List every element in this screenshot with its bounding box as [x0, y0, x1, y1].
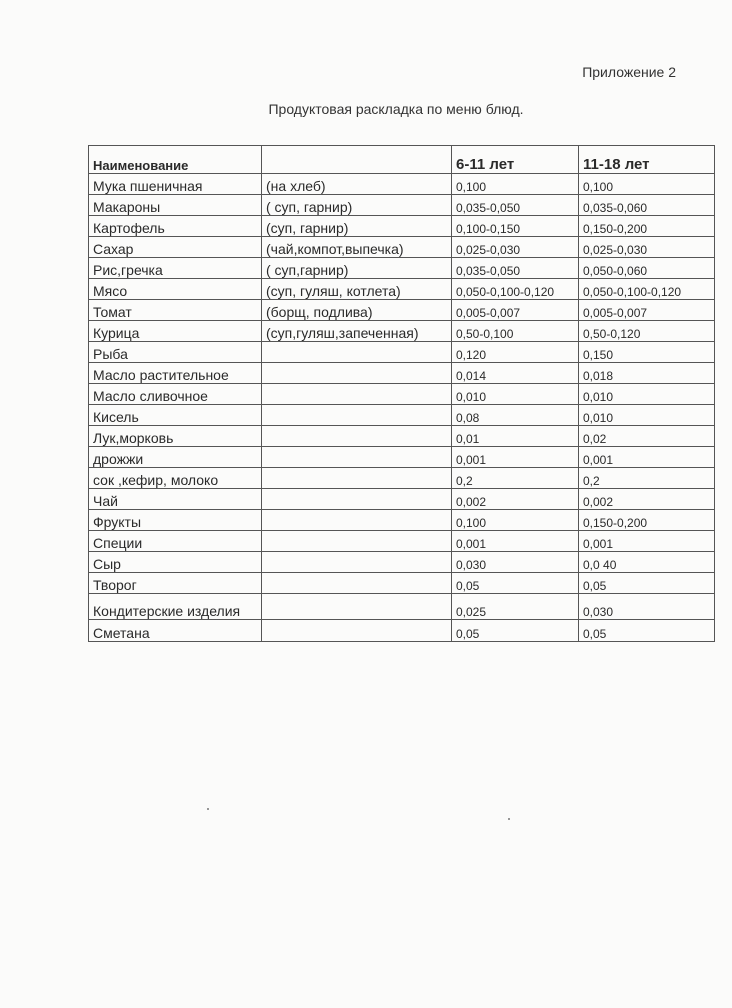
age-6-11-value-cell: 0,120 — [452, 342, 579, 363]
item-name-cell: Лук,морковь — [89, 426, 262, 447]
scan-speck — [207, 808, 209, 810]
table-row — [89, 426, 715, 447]
table-row — [89, 552, 715, 573]
table-row — [89, 237, 715, 258]
item-note-cell — [262, 363, 452, 384]
age-6-11-value-cell: 0,005-0,007 — [452, 300, 579, 321]
age-6-11-value-cell: 0,2 — [452, 468, 579, 489]
table-row — [89, 216, 715, 237]
table-row — [89, 258, 715, 279]
table-row — [89, 195, 715, 216]
table-row — [89, 405, 715, 426]
item-note-cell — [262, 468, 452, 489]
age-11-18-value-cell: 0,100 — [579, 174, 715, 195]
table-body — [89, 174, 715, 642]
age-6-11-value-cell: 0,05 — [452, 620, 579, 642]
age-6-11-value-cell: 0,030 — [452, 552, 579, 573]
item-note-cell: (борщ, подлива) — [262, 300, 452, 321]
age-6-11-value-cell: 0,50-0,100 — [452, 321, 579, 342]
item-name-cell: Масло растительное — [89, 363, 262, 384]
table-row — [89, 468, 715, 489]
age-11-18-value-cell: 0,010 — [579, 405, 715, 426]
item-name-cell: дрожжи — [89, 447, 262, 468]
item-name-cell: Творог — [89, 573, 262, 594]
table-row — [89, 384, 715, 405]
item-name-cell: сок ,кефир, молоко — [89, 468, 262, 489]
age-6-11-value-cell: 0,010 — [452, 384, 579, 405]
table-row — [89, 342, 715, 363]
table-row — [89, 489, 715, 510]
item-note-cell: ( суп, гарнир) — [262, 195, 452, 216]
table-row — [89, 363, 715, 384]
item-name-cell: Специи — [89, 531, 262, 552]
age-11-18-value-cell: 0,001 — [579, 531, 715, 552]
item-note-cell — [262, 489, 452, 510]
item-note-cell — [262, 426, 452, 447]
item-note-cell: (суп, гарнир) — [262, 216, 452, 237]
item-name-cell: Курица — [89, 321, 262, 342]
document-title: Продуктовая раскладка по меню блюд. — [268, 101, 524, 117]
header-note — [262, 146, 452, 174]
item-note-cell — [262, 594, 452, 620]
item-note-cell — [262, 447, 452, 468]
table-row — [89, 594, 715, 620]
age-11-18-value-cell: 0,018 — [579, 363, 715, 384]
age-6-11-value-cell: 0,050-0,100-0,120 — [452, 279, 579, 300]
age-11-18-value-cell: 0,05 — [579, 620, 715, 642]
item-note-cell — [262, 342, 452, 363]
age-6-11-value-cell: 0,08 — [452, 405, 579, 426]
item-note-cell — [262, 531, 452, 552]
age-6-11-value-cell: 0,001 — [452, 531, 579, 552]
table-row — [89, 573, 715, 594]
item-name-cell: Чай — [89, 489, 262, 510]
header-age-6-11: 6-11 лет — [452, 146, 579, 174]
item-name-cell: Томат — [89, 300, 262, 321]
age-11-18-value-cell: 0,150 — [579, 342, 715, 363]
age-6-11-value-cell: 0,100 — [452, 174, 579, 195]
item-note-cell: (суп, гуляш, котлета) — [262, 279, 452, 300]
item-name-cell: Мука пшеничная — [89, 174, 262, 195]
item-name-cell: Макароны — [89, 195, 262, 216]
age-6-11-value-cell: 0,035-0,050 — [452, 258, 579, 279]
item-name-cell: Сахар — [89, 237, 262, 258]
age-6-11-value-cell: 0,025-0,030 — [452, 237, 579, 258]
item-note-cell: ( суп,гарнир) — [262, 258, 452, 279]
scan-speck — [508, 818, 510, 820]
table-row — [89, 510, 715, 531]
table-row — [89, 300, 715, 321]
age-11-18-value-cell: 0,0 40 — [579, 552, 715, 573]
age-6-11-value-cell: 0,001 — [452, 447, 579, 468]
table-row — [89, 531, 715, 552]
age-11-18-value-cell: 0,050-0,060 — [579, 258, 715, 279]
table-row — [89, 279, 715, 300]
item-name-cell: Рыба — [89, 342, 262, 363]
age-6-11-value-cell: 0,01 — [452, 426, 579, 447]
age-11-18-value-cell: 0,001 — [579, 447, 715, 468]
item-name-cell: Масло сливочное — [89, 384, 262, 405]
age-11-18-value-cell: 0,035-0,060 — [579, 195, 715, 216]
item-note-cell: (суп,гуляш,запеченная) — [262, 321, 452, 342]
age-6-11-value-cell: 0,05 — [452, 573, 579, 594]
table-row — [89, 174, 715, 195]
ration-table — [88, 145, 715, 642]
item-note-cell — [262, 620, 452, 642]
age-6-11-value-cell: 0,002 — [452, 489, 579, 510]
item-note-cell — [262, 510, 452, 531]
age-11-18-value-cell: 0,025-0,030 — [579, 237, 715, 258]
age-6-11-value-cell: 0,035-0,050 — [452, 195, 579, 216]
item-note-cell — [262, 573, 452, 594]
age-11-18-value-cell: 0,02 — [579, 426, 715, 447]
item-name-cell: Мясо — [89, 279, 262, 300]
item-name-cell: Картофель — [89, 216, 262, 237]
age-6-11-value-cell: 0,025 — [452, 594, 579, 620]
table-row — [89, 321, 715, 342]
item-note-cell — [262, 552, 452, 573]
item-name-cell: Фрукты — [89, 510, 262, 531]
table-row — [89, 620, 715, 642]
age-6-11-value-cell: 0,014 — [452, 363, 579, 384]
header-name: Наименование — [89, 146, 262, 174]
item-note-cell: (чай,компот,выпечка) — [262, 237, 452, 258]
item-note-cell: (на хлеб) — [262, 174, 452, 195]
age-11-18-value-cell: 0,010 — [579, 384, 715, 405]
age-11-18-value-cell: 0,05 — [579, 573, 715, 594]
age-6-11-value-cell: 0,100 — [452, 510, 579, 531]
age-11-18-value-cell: 0,005-0,007 — [579, 300, 715, 321]
age-11-18-value-cell: 0,030 — [579, 594, 715, 620]
age-6-11-value-cell: 0,100-0,150 — [452, 216, 579, 237]
item-note-cell — [262, 405, 452, 426]
table-row — [89, 447, 715, 468]
age-11-18-value-cell: 0,150-0,200 — [579, 216, 715, 237]
age-11-18-value-cell: 0,2 — [579, 468, 715, 489]
age-11-18-value-cell: 0,150-0,200 — [579, 510, 715, 531]
age-11-18-value-cell: 0,50-0,120 — [579, 321, 715, 342]
item-name-cell: Сыр — [89, 552, 262, 573]
item-note-cell — [262, 384, 452, 405]
item-name-cell: Рис,гречка — [89, 258, 262, 279]
appendix-label: Приложение 2 — [582, 64, 676, 80]
table-header-row — [89, 146, 715, 174]
item-name-cell: Кисель — [89, 405, 262, 426]
age-11-18-value-cell: 0,050-0,100-0,120 — [579, 279, 715, 300]
header-age-11-18: 11-18 лет — [579, 146, 715, 174]
item-name-cell: Кондитерские изделия — [89, 594, 262, 620]
item-name-cell: Сметана — [89, 620, 262, 642]
age-11-18-value-cell: 0,002 — [579, 489, 715, 510]
